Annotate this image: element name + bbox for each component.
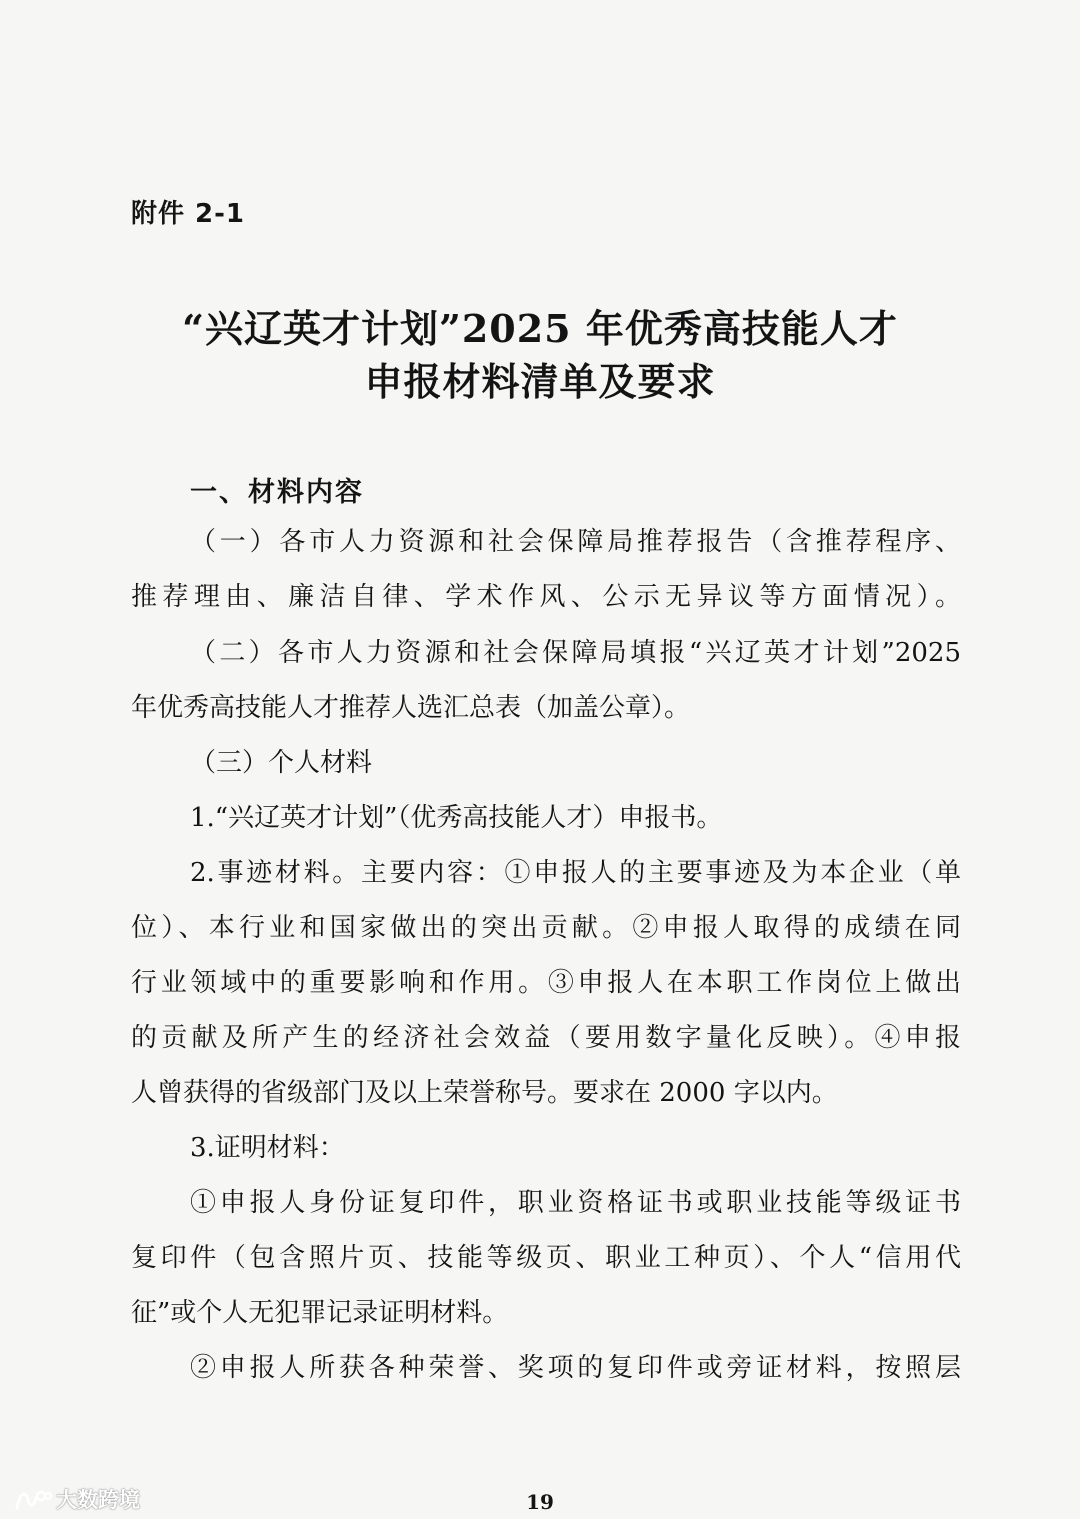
paragraph-line: 3.证明材料： xyxy=(190,1133,345,1163)
paragraph-line: 人曾获得的省级部门及以上荣誉称号。要求在 2000 字以内。 xyxy=(131,1078,838,1108)
paragraph-line: 推荐理由、廉洁自律、学术作风、公示无异议等方面情况）。 xyxy=(131,582,961,612)
paragraph-line: 位）、本行业和国家做出的突出贡献。②申报人取得的成绩在同 xyxy=(131,913,961,943)
brand-logo-icon xyxy=(14,1486,52,1512)
paragraph-line: 行业领域中的重要影响和作用。③申报人在本职工作岗位上做出 xyxy=(131,968,961,998)
watermark-text: 大数跨境 xyxy=(56,1488,140,1512)
paragraph-line: ①申报人身份证复印件，职业资格证书或职业技能等级证书 xyxy=(190,1188,961,1218)
document-title-line-2: 申报材料清单及要求 xyxy=(364,359,716,404)
paragraph-line: 年优秀高技能人才推荐人选汇总表（加盖公章）。 xyxy=(131,693,691,723)
watermark xyxy=(14,1484,140,1514)
document-title-line-1: “兴辽英才计划”2025 年优秀高技能人才 xyxy=(182,306,898,351)
paragraph-line: 的贡献及所产生的经济社会效益（要用数字量化反映）。④申报 xyxy=(131,1023,961,1053)
paragraph-line: （三）个人材料 xyxy=(190,748,373,778)
attachment-label: 附件 2-1 xyxy=(131,199,246,229)
page-number: 19 xyxy=(526,1490,554,1514)
paragraph-line: 复印件（包含照片页、技能等级页、职业工种页）、个人“信用代 xyxy=(131,1243,961,1273)
paragraph-line: 2.事迹材料。主要内容：①申报人的主要事迹及为本企业（单 xyxy=(190,858,961,888)
paragraph-line: ②申报人所获各种荣誉、奖项的复印件或旁证材料，按照层 xyxy=(190,1353,961,1383)
paragraph-line: （一）各市人力资源和社会保障局推荐报告（含推荐程序、 xyxy=(190,527,961,557)
paragraph-line: 征”或个人无犯罪记录证明材料。 xyxy=(131,1298,509,1328)
paragraph-line: （二）各市人力资源和社会保障局填报“兴辽英才计划”2025 xyxy=(190,638,961,668)
paragraph-line: 1.“兴辽英才计划”（优秀高技能人才）申报书。 xyxy=(190,803,723,833)
section-heading: 一、材料内容 xyxy=(190,477,364,508)
